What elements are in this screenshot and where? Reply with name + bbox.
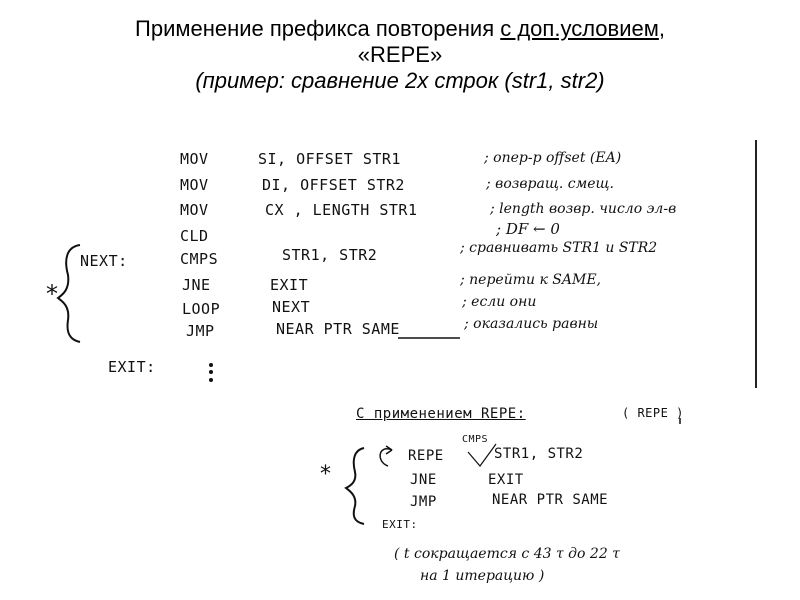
- listing-2-args-1: STR1, STR2: [494, 446, 584, 462]
- listing-2-op-3: JMP: [410, 494, 437, 510]
- listing-2-args-2: EXIT: [488, 472, 524, 488]
- listing-1-comment-4: ; DF ← 0: [496, 220, 560, 238]
- listing-1-args-3: CX , LENGTH STR1: [265, 201, 418, 219]
- listing-2-note-line-1: ( t сокращается с 43 τ до 22 τ: [394, 546, 620, 562]
- listing-1-args-7: NEXT: [272, 298, 311, 316]
- title-line-2: «REPE»: [357, 42, 443, 67]
- listing-1-op-5: CMPS: [180, 250, 219, 268]
- listing-1-comment-1: ; опер-р offset (EA): [484, 150, 622, 166]
- insert-mark-icon: [468, 444, 496, 466]
- listing-1-comment-7: ; если они: [462, 294, 537, 310]
- title-line-1-suffix: ,: [658, 16, 665, 41]
- listing-1-args-8: NEAR PTR SAME: [276, 320, 400, 338]
- listing-1-comment-8: ; оказались равны: [464, 316, 599, 332]
- title-line-1-underlined: с доп.условием: [500, 16, 659, 41]
- listing-1-args-2: DI, OFFSET STR2: [262, 176, 405, 194]
- title-line-3: (пример: сравнение 2х строк (str1, str2): [195, 68, 605, 93]
- listing-2-op-1: REPE: [408, 448, 444, 464]
- listing-1-op-7: LOOP: [182, 300, 221, 318]
- listing-1-asterisk: *: [46, 280, 58, 308]
- listing-2-op-2: JNE: [410, 472, 437, 488]
- listing-1-op-4: CLD: [180, 227, 209, 245]
- listing-1-exit-label: EXIT:: [108, 358, 156, 376]
- listing-2-args-3: NEAR PTR SAME: [492, 492, 609, 508]
- title-line-1-prefix: Применение префикса повторения: [135, 16, 501, 41]
- listing-2-heading: С применением REPE:: [356, 406, 526, 422]
- listing-2-cmps-note: CMPS: [462, 434, 489, 445]
- loop-arrowhead-icon: [386, 446, 392, 454]
- listing-1-op-6: JNE: [182, 276, 211, 294]
- listing-1-op-8: JMP: [186, 322, 215, 340]
- listing-2-exit-label: EXIT:: [382, 518, 418, 531]
- listing-2-brace: [346, 448, 364, 524]
- listing-2-note-line-2: на 1 итерацию ): [420, 568, 545, 584]
- listing-1-comment-6: ; перейти к SAME,: [460, 272, 601, 288]
- listing-1-comment-2: ; возвращ. смещ.: [486, 176, 614, 192]
- listing-1-args-6: EXIT: [270, 276, 309, 294]
- listing-1-comment-5: ; сравнивать STR1 и STR2: [460, 240, 658, 256]
- listing-1-op-2: MOV: [180, 176, 209, 194]
- listing-1-label-next: NEXT:: [80, 252, 128, 270]
- listing-1-comment-3: ; length возвр. число эл-в: [490, 201, 677, 217]
- listing-2-asterisk: *: [320, 462, 331, 487]
- listing-1-args-5: STR1, STR2: [282, 246, 378, 264]
- listing-1-op-3: MOV: [180, 201, 209, 219]
- listing-1-args-1: SI, OFFSET STR1: [258, 150, 401, 168]
- listing-2-heading-note: ( REPE ): [622, 406, 684, 420]
- listing-1-op-1: MOV: [180, 150, 209, 168]
